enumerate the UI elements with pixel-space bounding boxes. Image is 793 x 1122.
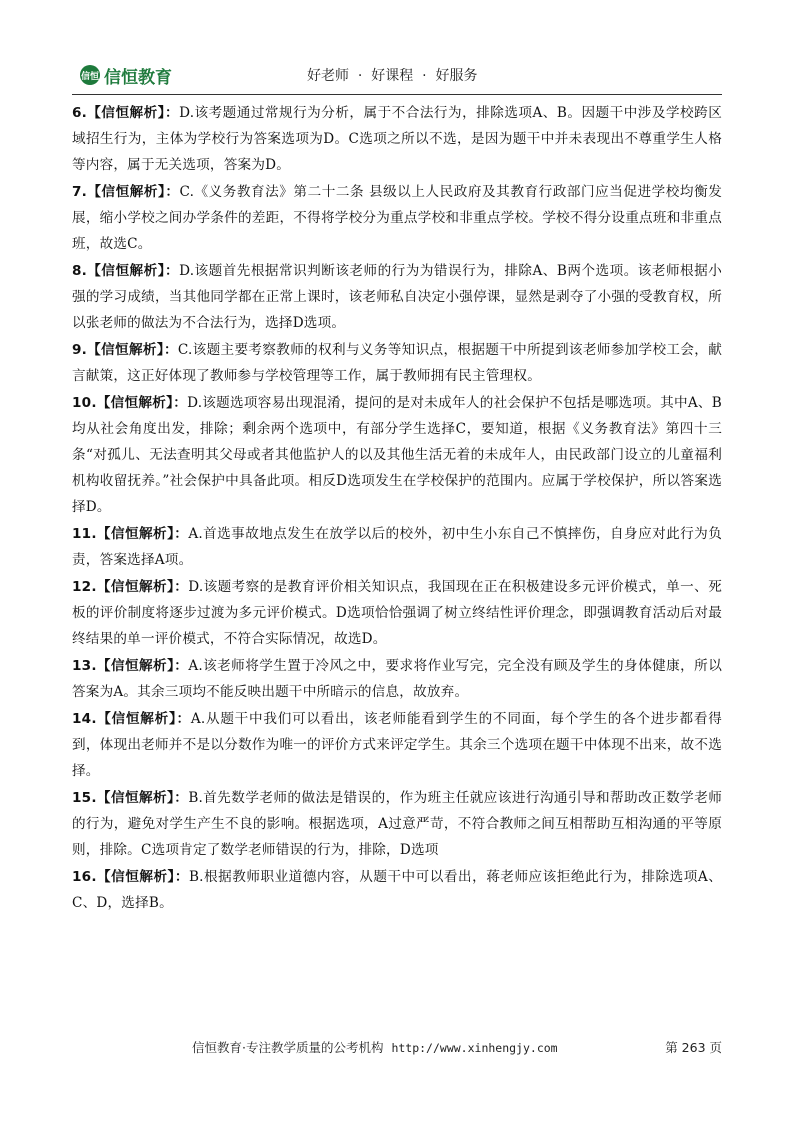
- answer-item-6: [72, 100, 722, 178]
- answer-item-12: [72, 574, 722, 652]
- page-footer: [72, 1038, 722, 1058]
- answer-label: 8.【信恒解析】：: [72, 263, 180, 279]
- answer-item-15: [72, 785, 722, 863]
- logo-icon: 信恒: [80, 65, 100, 85]
- answer-item-8: [72, 258, 722, 336]
- answer-label: 6.【信恒解析】：: [72, 105, 180, 121]
- footer-center: [192, 1038, 558, 1056]
- answer-label: 11.【信恒解析】：: [72, 526, 189, 542]
- answer-text: A.从题干中我们可以看出，该老师能看到学生的不同面，每个学生的各个进步都看得到，体现出老师并不是以分数作为唯一的评价方式来评定学生。其余三个选项在题干中体现不出来，故不选择。: [72, 711, 722, 779]
- answer-label: 10.【信恒解析】：: [72, 395, 188, 411]
- answer-item-10: [72, 390, 722, 520]
- logo-text: 信恒教育: [104, 67, 172, 88]
- answer-text: D.该考题通过常规行为分析，属于不合法行为，排除选项A、B。因题干中涉及学校跨区域招生行为，主体为学校行为答案选项为D。C选项之所以不选，是因为题干中并未表现出不尊重学生人格等内容，属于无关选项，答案为D。: [72, 105, 722, 173]
- footer-org: 信恒教育·专注教学质量的公考机构: [192, 1040, 384, 1055]
- answer-item-11: [72, 521, 722, 573]
- answer-item-16: [72, 864, 722, 916]
- answer-label: 13.【信恒解析】：: [72, 658, 189, 674]
- answer-item-9: [72, 337, 722, 389]
- answer-item-14: [72, 706, 722, 784]
- answer-text: D.该题考察的是教育评价相关知识点，我国现在正在积极建设多元评价模式，单一、死板的评价制度将逐步过渡为多元评价模式。D选项恰恰强调了树立终结性评价理念，即强调教育活动后对最终结果的单一评价模式，不符合实际情况，故选D。: [72, 579, 722, 647]
- logo: [80, 62, 172, 88]
- header-slogan: 好老师 · 好课程 · 好服务: [307, 68, 478, 84]
- header-divider: [72, 94, 722, 95]
- answer-text: A.该老师将学生置于冷风之中，要求将作业写完，完全没有顾及学生的身体健康，所以答案为A。其余三项均不能反映出题干中所暗示的信息，故放弃。: [72, 658, 723, 700]
- answer-label: 9.【信恒解析】：: [72, 342, 178, 358]
- answer-text: B.根据教师职业道德内容，从题干中可以看出，蒋老师应该拒绝此行为，排除选项A、C、D，选择B。: [72, 869, 723, 911]
- answer-item-7: [72, 179, 722, 257]
- answer-item-13: [72, 653, 722, 705]
- answer-text: C.该题主要考察教师的权利与义务等知识点，根据题干中所提到该老师参加学校工会，献言献策，这正好体现了教师参与学校管理等工作，属于教师拥有民主管理权。: [72, 342, 723, 384]
- answer-label: 16.【信恒解析】：: [72, 869, 189, 885]
- answer-text: B.首先数学老师的做法是错误的，作为班主任就应该进行沟通引导和帮助改正数学老师的行为，避免对学生产生不良的影响。根据选项，A过意严苛，不符合教师之间互相帮助互相沟通的平等原则，排除。C选项肯定了数学老师错误的行为，排除，D选项: [72, 790, 723, 858]
- footer-url: http://www.xinhengjy.com: [391, 1041, 558, 1055]
- page-number: 第 263 页: [665, 1040, 722, 1055]
- answer-label: 14.【信恒解析】：: [72, 711, 191, 727]
- answer-label: 15.【信恒解析】：: [72, 790, 189, 806]
- answer-label: 7.【信恒解析】：: [72, 184, 180, 200]
- answer-label: 12.【信恒解析】：: [72, 579, 189, 595]
- answer-text: D.该题首先根据常识判断该老师的行为为错误行为，排除A、B两个选项。该老师根据小强的学习成绩，当其他同学都在正常上课时，该老师私自决定小强停课，显然是剥夺了小强的受教育权，所以张老师的做法为不合法行为，选择D选项。: [72, 263, 722, 331]
- document-body: [72, 100, 722, 917]
- answer-text: D.该题选项容易出现混淆，提问的是对未成年人的社会保护不包括是哪选项。其中A、B均从社会角度出发，排除；剩余两个选项中，有部分学生选择C，要知道，根据《义务教育法》第四十三条“对孤儿、无法查明其父母或者其他监护人的以及其他生活无着的未成年人，由民政部门设立的儿童福利机构收留抚养。”社会保护中具备此项。相反D选项发生在学校保护的范围内。应属于学校保护，所以答案选择D。: [72, 395, 722, 515]
- page-header: [72, 58, 722, 94]
- answer-text: A.首选事故地点发生在放学以后的校外，初中生小东自己不慎摔伤，自身应对此行为负责，答案选择A项。: [72, 526, 723, 568]
- answer-text: C.《义务教育法》第二十二条 县级以上人民政府及其教育行政部门应当促进学校均衡发展，缩小学校之间办学条件的差距，不得将学校分为重点学校和非重点学校。学校不得分设重点班和非重点班，故选C。: [72, 184, 722, 252]
